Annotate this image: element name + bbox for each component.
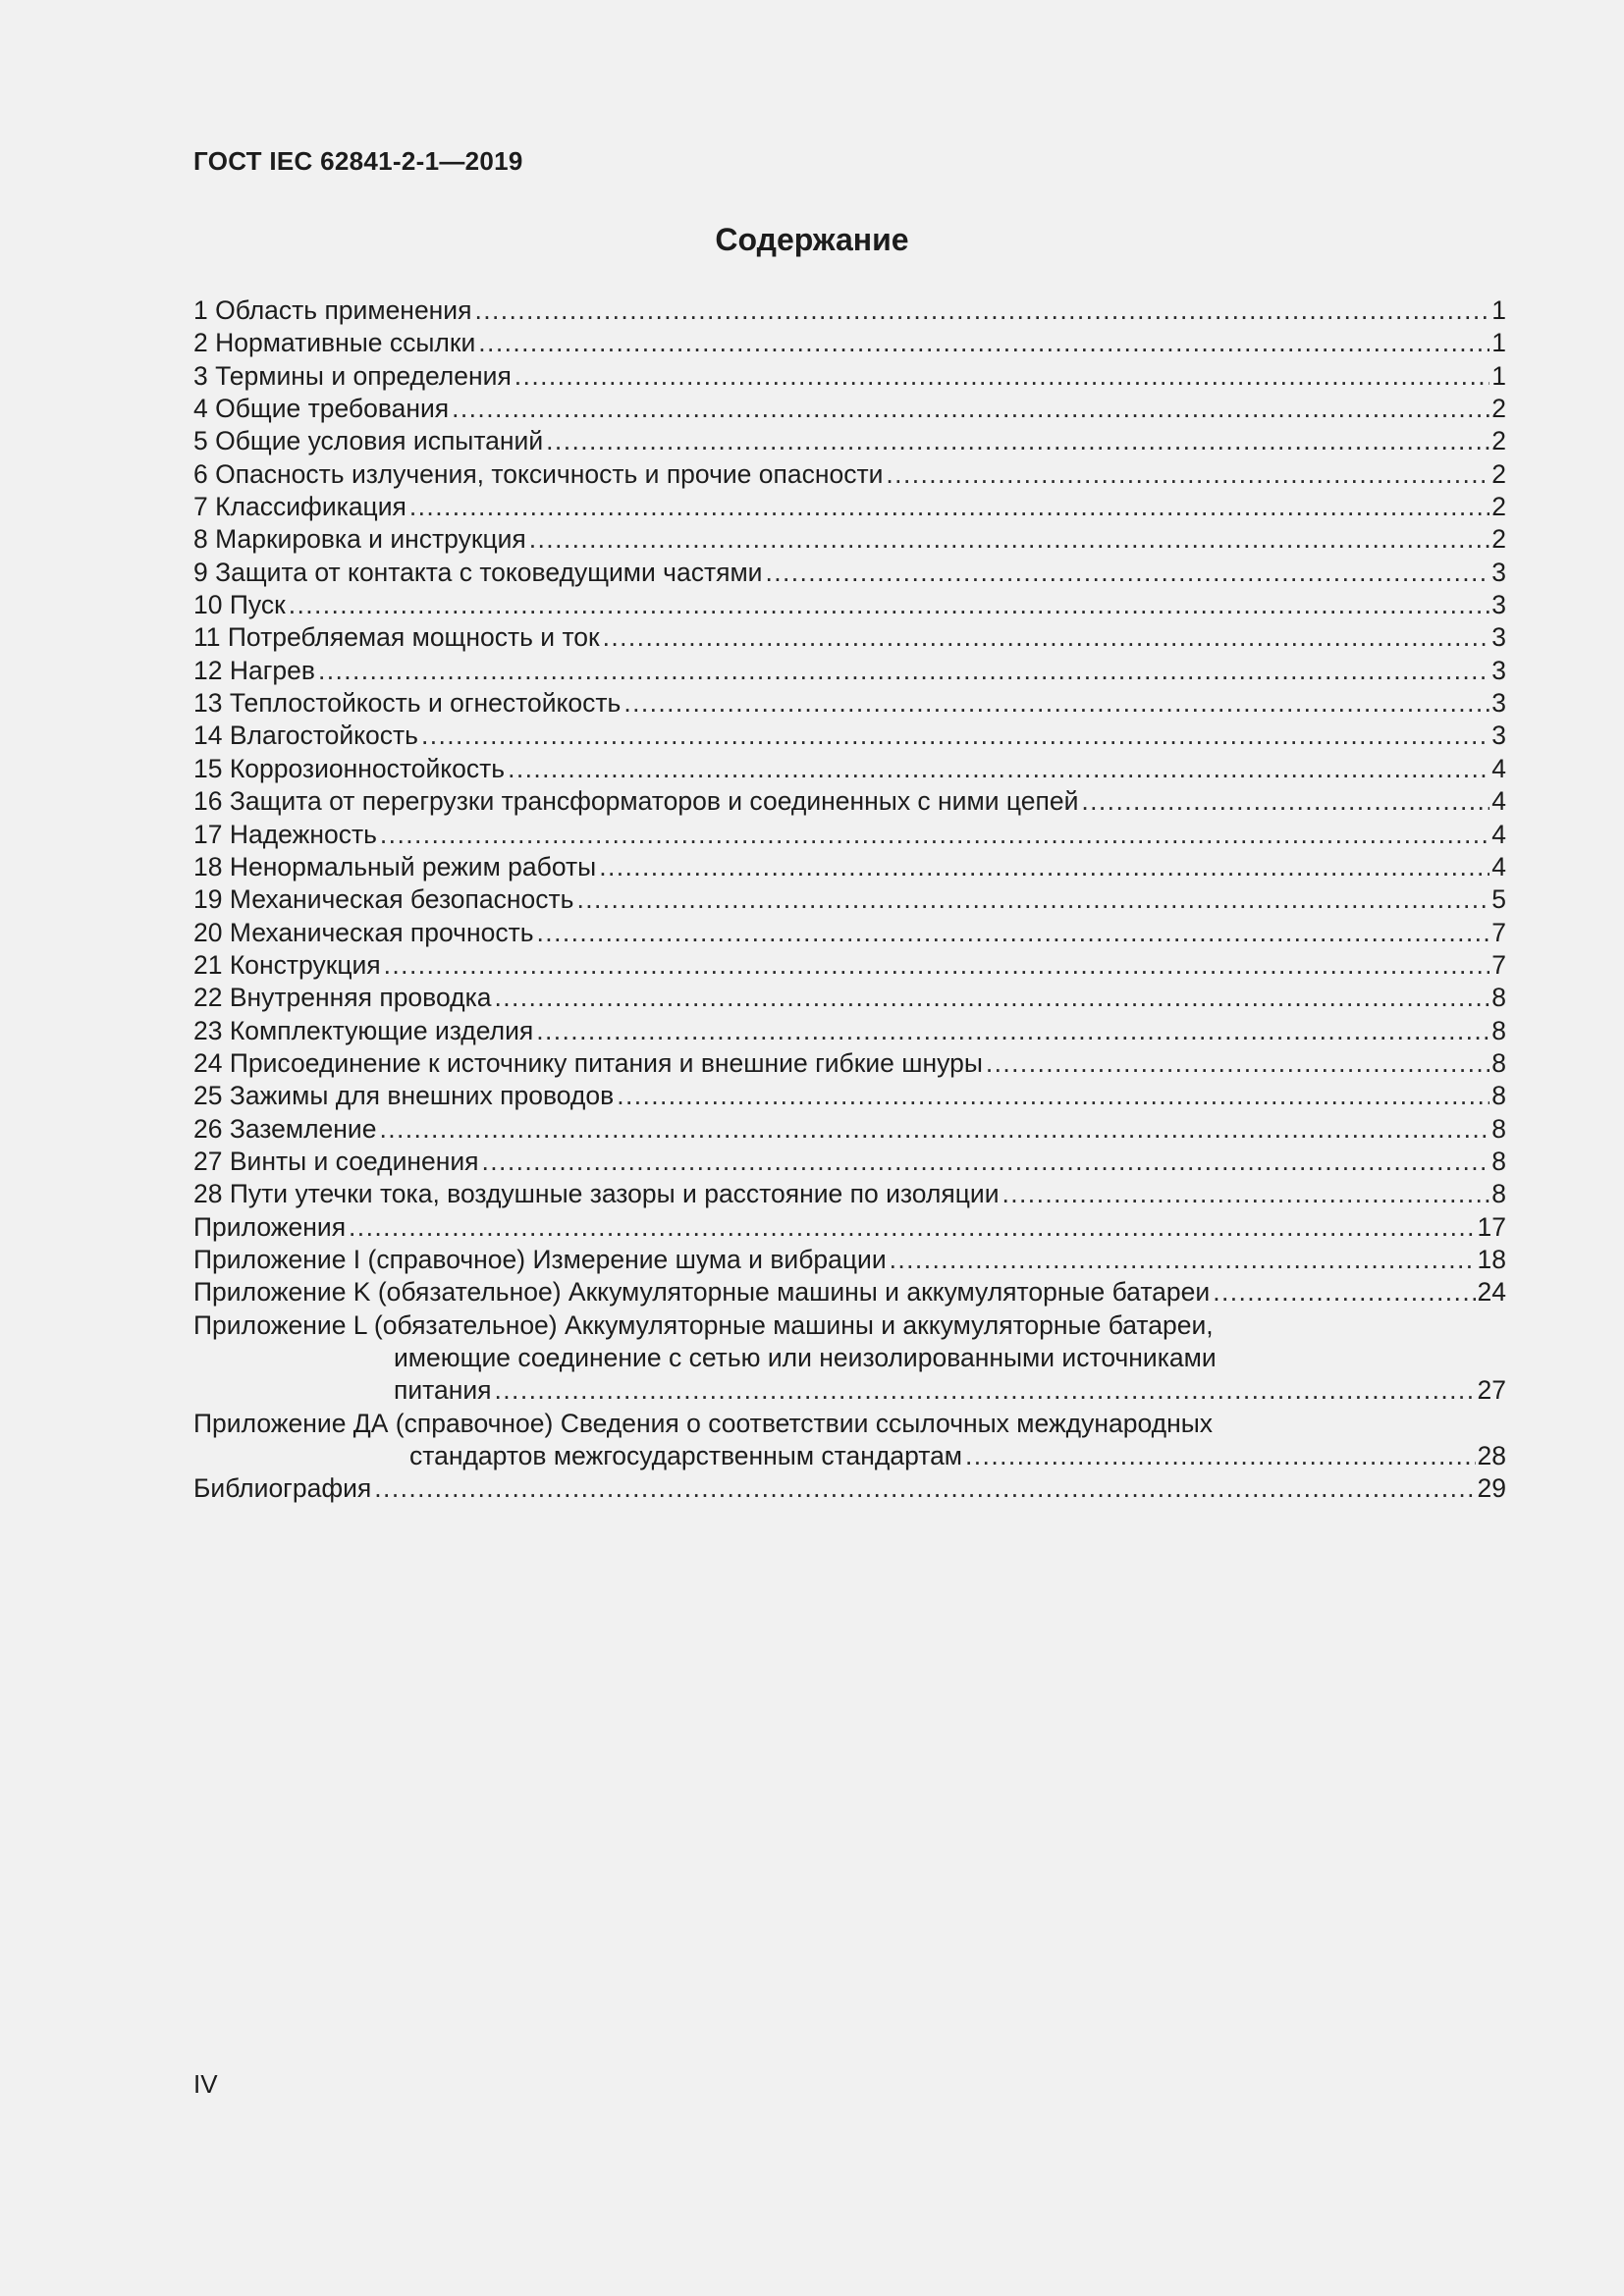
dot-leader — [482, 1146, 1490, 1178]
toc-entry-label: 6 Опасность излучения, токсичность и прочие опасности — [193, 458, 884, 489]
toc-entry-label: 26 Заземление — [193, 1113, 377, 1144]
dot-leader — [508, 753, 1489, 785]
toc-entry[interactable] — [193, 557, 1506, 589]
toc-entries — [193, 294, 1506, 1309]
toc-entry-label: 16 Защита от перегрузки трансформаторов и соединенных с ними цепей — [193, 786, 1079, 817]
toc-entry-label: 23 Комплектующие изделия — [193, 1015, 534, 1045]
toc-entry[interactable] — [193, 458, 1506, 491]
dot-leader — [384, 949, 1490, 982]
table-of-contents — [193, 294, 1506, 1506]
dot-leader — [514, 360, 1489, 393]
toc-entry-page: 4 — [1491, 819, 1506, 849]
dot-leader — [890, 1244, 1476, 1276]
toc-entry[interactable] — [193, 982, 1506, 1014]
toc-entry-label: 27 Винты и соединения — [193, 1146, 479, 1176]
toc-entry-page: 1 — [1491, 295, 1506, 325]
dot-leader — [623, 687, 1489, 720]
toc-entry-page: 7 — [1491, 917, 1506, 947]
toc-entry-page: 18 — [1477, 1244, 1506, 1274]
toc-entry-bibliography[interactable] — [193, 1472, 1506, 1505]
toc-entry-label: 17 Надежность — [193, 819, 377, 849]
toc-entry[interactable] — [193, 687, 1506, 720]
toc-entry[interactable] — [193, 621, 1506, 654]
dot-leader — [379, 1113, 1489, 1146]
toc-entry-label: 25 Зажимы для внешних проводов — [193, 1081, 615, 1111]
toc-entry[interactable] — [193, 360, 1506, 393]
toc-entry[interactable] — [193, 425, 1506, 457]
toc-entry[interactable] — [193, 1178, 1506, 1210]
toc-entry-page: 8 — [1491, 1146, 1506, 1176]
toc-entry-label: 12 Нагрев — [193, 655, 315, 685]
toc-entry-page: 1 — [1491, 328, 1506, 358]
toc-entry-annex-da-line1[interactable]: Приложение ДА (справочное) Сведения о соответствии ссылочных международных — [193, 1408, 1214, 1438]
toc-entry-label: 5 Общие условия испытаний — [193, 426, 544, 456]
dot-leader — [599, 851, 1489, 883]
toc-entry-annex-l-line1[interactable]: Приложение L (обязательное) Аккумуляторные машины и аккумуляторные батареи, — [193, 1309, 1214, 1340]
toc-entry-page: 4 — [1491, 786, 1506, 817]
dot-leader — [886, 458, 1489, 491]
dot-leader — [986, 1047, 1489, 1080]
toc-entry[interactable] — [193, 1146, 1506, 1178]
dot-leader — [478, 327, 1489, 359]
toc-entry[interactable] — [193, 491, 1506, 523]
document-code: ГОСТ IEC 62841-2-1—2019 — [193, 146, 523, 176]
dot-leader — [409, 491, 1489, 523]
toc-entry-label: 21 Конструкция — [193, 949, 381, 980]
toc-entry[interactable] — [193, 1047, 1506, 1080]
toc-entry-page: 3 — [1491, 590, 1506, 620]
toc-entry-annex-l-line3[interactable] — [193, 1374, 1506, 1407]
toc-entry-page: 2 — [1491, 524, 1506, 555]
toc-entry[interactable] — [193, 294, 1506, 327]
toc-entry[interactable] — [193, 785, 1506, 818]
toc-entry[interactable] — [193, 1244, 1506, 1276]
dot-leader — [617, 1080, 1489, 1112]
dot-leader — [965, 1440, 1475, 1472]
toc-entry-label: 8 Маркировка и инструкция — [193, 524, 526, 555]
toc-entry-page: 2 — [1491, 458, 1506, 489]
toc-entry-label: 18 Ненормальный режим работы — [193, 851, 597, 881]
toc-entry-label: 28 Пути утечки тока, воздушные зазоры и расстояние по изоляции — [193, 1179, 1000, 1209]
toc-entry-page: 8 — [1491, 983, 1506, 1013]
toc-entry-page: 7 — [1491, 949, 1506, 980]
dot-leader — [374, 1472, 1475, 1505]
toc-entry[interactable] — [193, 1113, 1506, 1146]
toc-entry-label: стандартов межгосударственным стандартам — [409, 1441, 963, 1471]
toc-entry[interactable] — [193, 753, 1506, 785]
toc-entry[interactable] — [193, 883, 1506, 916]
toc-entry-annex-l-line2[interactable]: имеющие соединение с сетью или неизолированными источниками — [394, 1343, 1217, 1372]
toc-entry[interactable] — [193, 327, 1506, 359]
toc-entry-label: 1 Область применения — [193, 295, 472, 325]
dot-leader — [494, 982, 1489, 1014]
dot-leader — [474, 294, 1489, 327]
toc-entry-page: 17 — [1477, 1211, 1506, 1242]
toc-entry-label: 7 Классификация — [193, 492, 406, 522]
toc-entry-label: питания — [394, 1375, 492, 1406]
dot-leader — [421, 720, 1489, 752]
toc-entry-page: 5 — [1491, 884, 1506, 915]
toc-entry-page: 8 — [1491, 1015, 1506, 1045]
page-number: IV — [193, 2069, 218, 2099]
dot-leader — [576, 883, 1489, 916]
toc-entry-page: 8 — [1491, 1081, 1506, 1111]
toc-entry-page: 8 — [1491, 1179, 1506, 1209]
dot-leader — [546, 425, 1489, 457]
toc-entry-label: 20 Механическая прочность — [193, 917, 534, 947]
toc-entry-label: 22 Внутренняя проводка — [193, 983, 492, 1013]
toc-entry[interactable] — [193, 1015, 1506, 1047]
toc-entry-page: 1 — [1491, 360, 1506, 391]
toc-entry[interactable] — [193, 819, 1506, 851]
toc-entry-label: 24 Присоединение к источнику питания и внешние гибкие шнуры — [193, 1047, 983, 1078]
toc-entry[interactable] — [193, 917, 1506, 949]
toc-entry-page: 2 — [1491, 426, 1506, 456]
toc-entry-page: 28 — [1477, 1441, 1506, 1471]
toc-entry-label: 2 Нормативные ссылки — [193, 328, 476, 358]
toc-entry-page: 8 — [1491, 1047, 1506, 1078]
dot-leader — [495, 1374, 1476, 1407]
dot-leader — [1213, 1276, 1475, 1308]
toc-entry-page: 2 — [1491, 492, 1506, 522]
toc-entry[interactable] — [193, 1211, 1506, 1244]
toc-title: Содержание — [715, 222, 909, 257]
dot-leader — [529, 523, 1489, 556]
dot-leader — [537, 917, 1490, 949]
dot-leader — [1002, 1178, 1490, 1210]
dot-leader — [765, 557, 1489, 589]
toc-entry[interactable] — [193, 949, 1506, 982]
toc-entry-label: 10 Пуск — [193, 590, 286, 620]
dot-leader — [380, 819, 1489, 851]
toc-entry-label: 3 Термины и определения — [193, 360, 512, 391]
toc-entry-label: 15 Коррозионностойкость — [193, 753, 506, 783]
toc-entry[interactable] — [193, 1276, 1506, 1308]
dot-leader — [1081, 785, 1489, 818]
toc-entry-annex-da-line2[interactable] — [193, 1440, 1506, 1472]
dot-leader — [289, 589, 1490, 621]
toc-entry-page: 29 — [1477, 1473, 1506, 1504]
toc-entry-label: Приложения — [193, 1211, 347, 1242]
toc-entry-page: 3 — [1491, 622, 1506, 653]
dot-leader — [603, 621, 1490, 654]
toc-entry-label: Библиография — [193, 1473, 372, 1504]
toc-entry-label: 13 Теплостойкость и огнестойкость — [193, 688, 622, 719]
toc-entry[interactable] — [193, 720, 1506, 752]
toc-entry[interactable] — [193, 523, 1506, 556]
toc-entry-page: 3 — [1491, 655, 1506, 685]
toc-entry-page: 3 — [1491, 721, 1506, 751]
toc-entry-page: 27 — [1477, 1375, 1506, 1406]
toc-entry[interactable] — [193, 393, 1506, 425]
toc-entry-label: 19 Механическая безопасность — [193, 884, 574, 915]
toc-entry-label: 4 Общие требования — [193, 394, 450, 424]
toc-entry[interactable] — [193, 851, 1506, 883]
toc-entry-label: Приложение K (обязательное) Аккумуляторные машины и аккумуляторные батареи — [193, 1277, 1211, 1308]
toc-entry-label: 14 Влагостойкость — [193, 721, 418, 751]
toc-entry[interactable] — [193, 589, 1506, 621]
toc-entry-page: 8 — [1491, 1113, 1506, 1144]
dot-leader — [318, 655, 1489, 687]
toc-entry-page: 4 — [1491, 753, 1506, 783]
toc-entry-label: 11 Потребляемая мощность и ток — [193, 622, 600, 653]
dot-leader — [349, 1211, 1475, 1244]
toc-entry-page: 24 — [1477, 1277, 1506, 1308]
toc-entry-label: Приложение I (справочное) Измерение шума и вибрации — [193, 1244, 887, 1274]
toc-entry-page: 2 — [1491, 394, 1506, 424]
toc-entry-label: 9 Защита от контакта с токоведущими частями — [193, 557, 763, 587]
toc-entry[interactable] — [193, 1080, 1506, 1112]
toc-entry-page: 4 — [1491, 851, 1506, 881]
toc-entry[interactable] — [193, 655, 1506, 687]
dot-leader — [452, 393, 1489, 425]
toc-entry-page: 3 — [1491, 688, 1506, 719]
dot-leader — [536, 1015, 1489, 1047]
toc-entry-page: 3 — [1491, 557, 1506, 587]
